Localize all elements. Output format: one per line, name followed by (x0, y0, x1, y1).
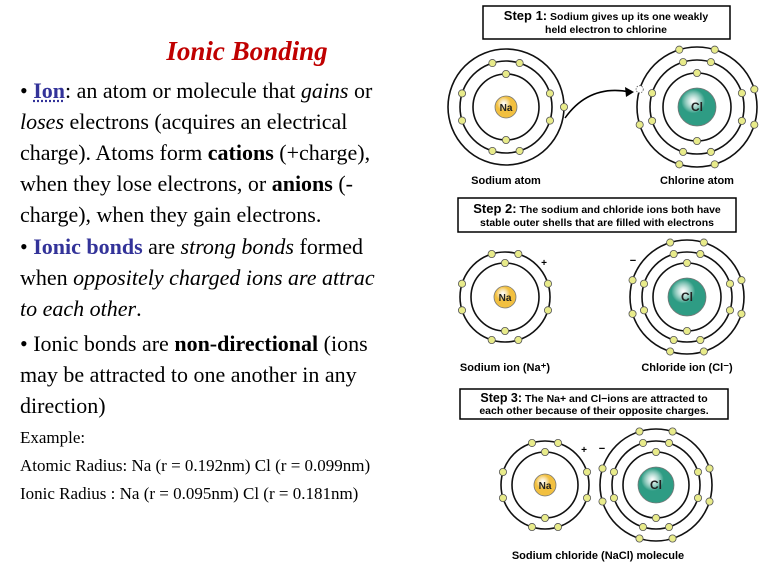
electron-transfer-arrow (565, 90, 630, 118)
electron (693, 137, 700, 144)
electron (629, 310, 636, 317)
ionic-bond-diagram (440, 0, 768, 576)
electron (501, 327, 508, 334)
text: or (348, 78, 373, 103)
text: • (20, 78, 34, 103)
text: formed (294, 234, 364, 259)
electron (554, 439, 561, 446)
electron (554, 523, 561, 530)
electron (546, 90, 553, 97)
electron (738, 310, 745, 317)
electron (636, 535, 643, 542)
bullet-ion-definition (20, 75, 372, 230)
electron (599, 465, 606, 472)
electron (458, 307, 465, 314)
electron (680, 148, 687, 155)
electron (667, 239, 674, 246)
element-symbol: Cl (681, 290, 693, 304)
electron (458, 117, 465, 124)
text: : an atom or molecule that (65, 78, 301, 103)
electron (669, 428, 676, 435)
electron (489, 59, 496, 66)
electron (583, 468, 590, 475)
text: direction) (20, 393, 106, 418)
electron (751, 121, 758, 128)
electron (636, 121, 643, 128)
text: • (20, 234, 34, 259)
bullet-ionic-bonds (20, 231, 375, 324)
slide-title: Ionic Bonding (166, 36, 328, 66)
electron (700, 348, 707, 355)
electron (489, 147, 496, 154)
electron (707, 148, 714, 155)
electron (706, 498, 713, 505)
electron (488, 250, 495, 257)
step3-line2: each other because of their opposite charges. (479, 405, 709, 417)
text: oppositely charged ions are attrac (73, 265, 375, 290)
text: (ions (318, 331, 368, 356)
text: when they lose electrons, or (20, 171, 272, 196)
term-ionic-bonds: Ionic bonds (33, 234, 143, 259)
electron (697, 250, 704, 257)
electron (502, 70, 509, 77)
step3-line1: Step 3: The Na+ and Cl−ions are attracted to (480, 391, 708, 405)
electron (707, 58, 714, 65)
element-symbol: Na (499, 103, 513, 114)
electron (639, 523, 646, 530)
term-ion: Ion (33, 78, 65, 103)
text: may be attracted to one another in any (20, 362, 357, 387)
chloride-ion-label: Chloride ion (Cl⁻) (641, 362, 733, 374)
electron (738, 90, 745, 97)
electron (629, 277, 636, 284)
electron (738, 117, 745, 124)
electron (515, 336, 522, 343)
text: charge), when they gain electrons. (20, 202, 322, 227)
electron (667, 348, 674, 355)
text: when (20, 265, 74, 290)
negative-charge: − (598, 443, 606, 455)
text: to each other (20, 296, 137, 321)
text: charge). Atoms form (20, 140, 208, 165)
diagram-svg (440, 0, 768, 576)
electron (676, 46, 683, 53)
term-anions: anions (271, 171, 333, 196)
electron (693, 69, 700, 76)
electron (669, 535, 676, 542)
electron (700, 239, 707, 246)
example-block (20, 424, 370, 508)
step2-line1: Step 2: The sodium and chloride ions both have (473, 201, 721, 216)
electron (583, 494, 590, 501)
electron (516, 59, 523, 66)
electron (683, 259, 690, 266)
electron (694, 494, 701, 501)
example-label: Example: (20, 428, 86, 447)
text: . (136, 296, 142, 321)
electron (458, 280, 465, 287)
electron (711, 46, 718, 53)
electron (706, 465, 713, 472)
electron (726, 280, 733, 287)
electron (680, 58, 687, 65)
electron (738, 277, 745, 284)
vacancy-electron (636, 86, 643, 93)
text: gains (300, 78, 349, 103)
electron (458, 90, 465, 97)
element-symbol: Na (538, 481, 552, 492)
electron (544, 307, 551, 314)
electron (499, 468, 506, 475)
ionic-radius: Ionic Radius : Na (r = 0.095nm) Cl (r = 0.181nm) (20, 484, 359, 503)
electron (546, 117, 553, 124)
text: (+charge), (273, 140, 371, 165)
element-symbol: Cl (650, 478, 662, 492)
electron (665, 439, 672, 446)
chlorine-atom-label: Chlorine atom (660, 175, 734, 187)
electron (640, 307, 647, 314)
electron (726, 307, 733, 314)
bullet-non-directional (20, 328, 368, 421)
electron (648, 117, 655, 124)
electron (640, 280, 647, 287)
electron (502, 136, 509, 143)
text: strong bonds (180, 234, 294, 259)
electron (670, 336, 677, 343)
arrow-head-icon (625, 87, 634, 97)
electron (636, 428, 643, 435)
text: (- (332, 171, 354, 196)
step1-line1: Step 1: Sodium gives up its one weakly (503, 8, 709, 23)
electron (516, 147, 523, 154)
text: are (142, 234, 181, 259)
electron (751, 86, 758, 93)
electron (610, 468, 617, 475)
electron (652, 448, 659, 455)
positive-charge: + (581, 445, 587, 456)
electron (610, 494, 617, 501)
atomic-radius: Atomic Radius: Na (r = 0.192nm) Cl (r = 0.099nm) (20, 456, 371, 475)
electron (560, 103, 567, 110)
text: electrons (acquires an electrical (64, 109, 348, 134)
text: loses (20, 109, 64, 134)
electron (501, 259, 508, 266)
electron (652, 514, 659, 521)
positive-charge: + (541, 258, 547, 269)
electron (694, 468, 701, 475)
step2-line2: stable outer shells that are filled with electrons (480, 217, 714, 229)
nacl-molecule-label: Sodium chloride (NaCl) molecule (511, 550, 685, 562)
sodium-atom-label: Sodium atom (471, 175, 541, 187)
term-cations: cations (207, 140, 274, 165)
electron (683, 327, 690, 334)
text: • Ionic bonds are (20, 331, 175, 356)
electron (528, 523, 535, 530)
electron (541, 448, 548, 455)
electron (528, 439, 535, 446)
electron (599, 498, 606, 505)
electron (639, 439, 646, 446)
electron (544, 280, 551, 287)
electron (711, 161, 718, 168)
element-symbol: Na (498, 293, 512, 304)
sodium-ion-label: Sodium ion (Na⁺) (459, 362, 551, 374)
negative-charge: − (629, 255, 637, 267)
step1-line2: held electron to chlorine (545, 24, 667, 36)
electron (670, 250, 677, 257)
element-symbol: Cl (691, 100, 703, 114)
electron (697, 336, 704, 343)
term-non-directional: non-directional (174, 331, 319, 356)
electron (648, 90, 655, 97)
electron (488, 336, 495, 343)
electron (541, 514, 548, 521)
electron (515, 250, 522, 257)
electron (676, 161, 683, 168)
electron (665, 523, 672, 530)
electron (499, 494, 506, 501)
